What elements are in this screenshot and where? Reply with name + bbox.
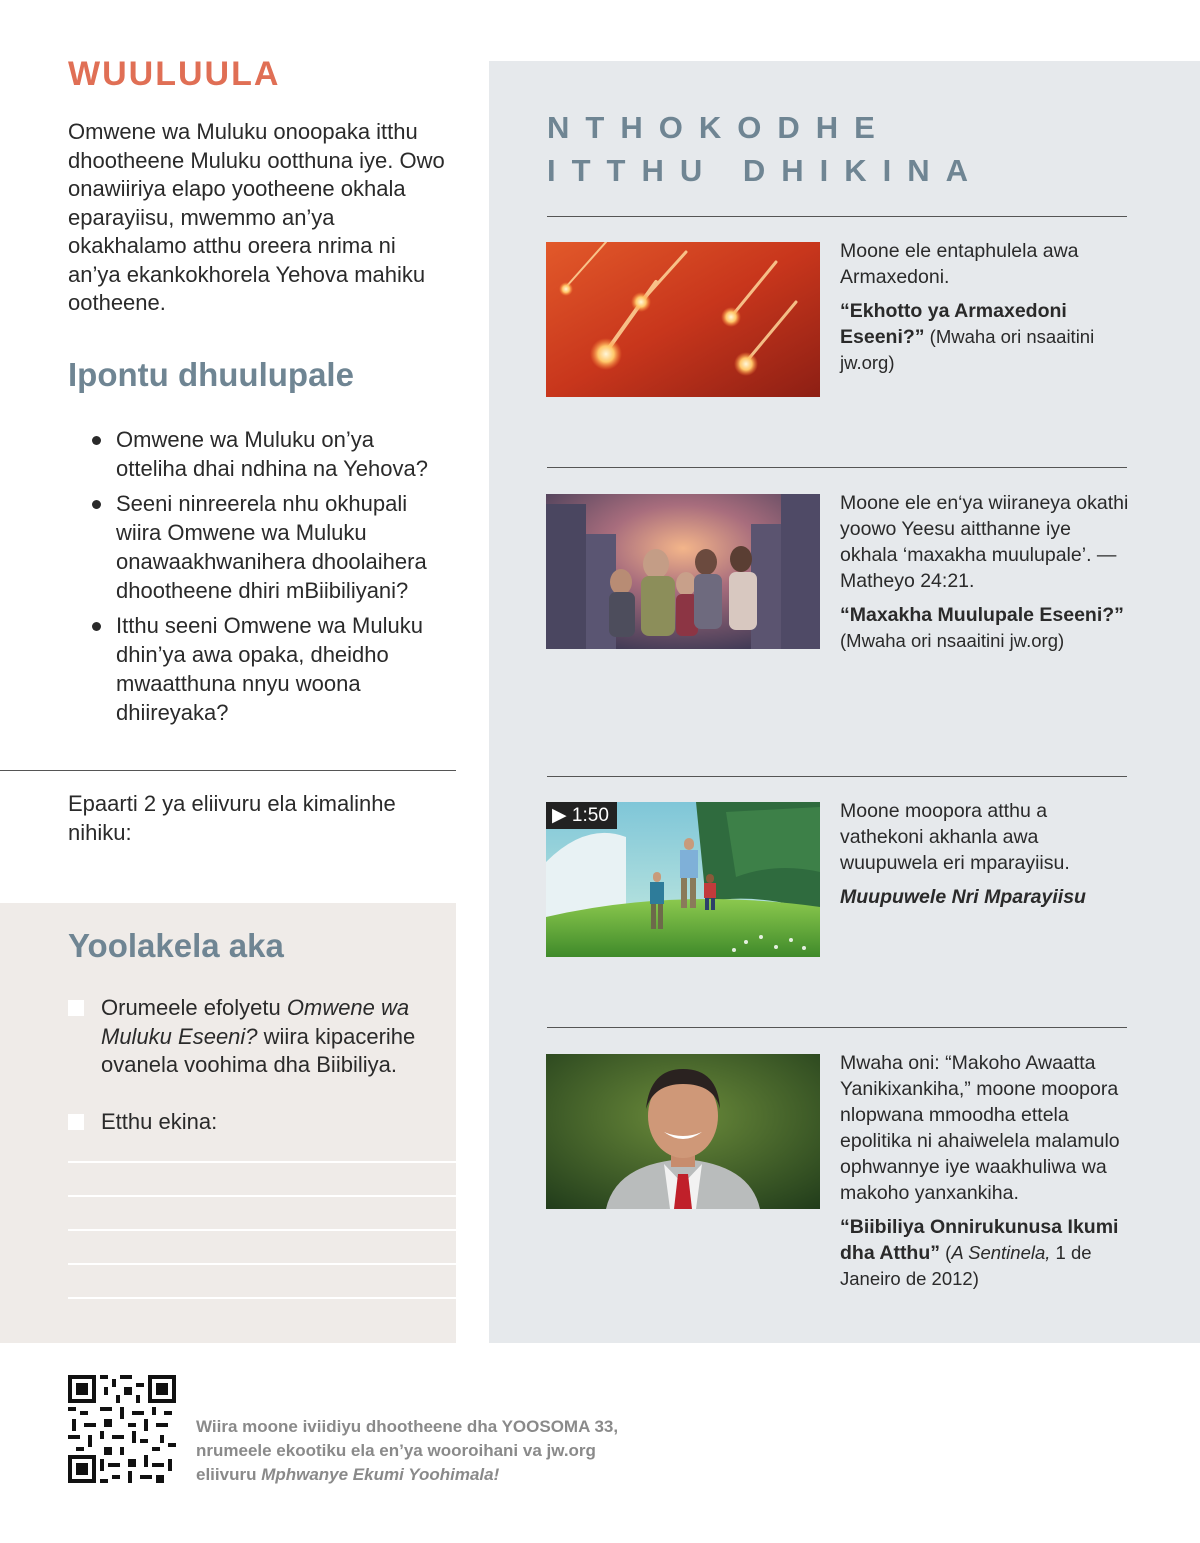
bullet-icon <box>92 622 101 631</box>
goal-text: wiira kipacerihe ovanela voohima dha Biibiliya. <box>101 1023 416 1077</box>
divider <box>0 770 456 771</box>
goal-text: Etthu ekina: <box>101 1109 218 1134</box>
video-duration-badge <box>546 802 617 829</box>
summary-text: Omwene wa Muluku onoopaka itthu dhootheene Muluku ootthuna iye. Owo onawiiriya elapo yootheene okhala eparayiisu, mwemmo an’ya okakhalamo atthu oreera nrima ni an’ya ekankokhorela Yehova mahiku ootheene. <box>68 119 445 315</box>
divider <box>547 776 1127 777</box>
completed-date-label: Epaarti 2 ya eliivuru ela kimalinhe nihiku: <box>68 791 396 845</box>
explore-item-paradise <box>840 798 1130 918</box>
goal-item-pamphlet <box>68 994 448 1080</box>
goal-checkbox[interactable] <box>68 1114 84 1130</box>
summary-heading: WUULUULA <box>68 55 281 93</box>
video-duration: 1:50 <box>571 805 609 826</box>
family-disaster-image[interactable] <box>546 494 820 649</box>
meteors-image[interactable] <box>546 242 820 397</box>
article-link[interactable]: “Ekhotto ya Armaxedoni Eseeni?” <box>840 300 1067 348</box>
divider <box>547 216 1127 217</box>
explore-item-desc: Moone ele entaphulela awa Armaxedoni. <box>840 240 1079 288</box>
explore-heading-line: ITTHU DHIKINA <box>547 153 985 188</box>
explore-item-desc: Moone ele en‘ya wiiraneya okathi yoowo Yeesu aitthanne iye okhala ‘maxakha muulupale’. —Matheyo 24:21. <box>840 492 1129 592</box>
write-line[interactable] <box>68 1263 456 1265</box>
goal-text-italic: Omwene wa Muluku Eseeni? <box>101 995 410 1049</box>
review-item-text: Omwene wa Muluku on’ya otteliha dhai ndhina na Yehova? <box>116 427 428 481</box>
article-link[interactable]: “Maxakha Muulupale Eseeni?” <box>840 604 1124 626</box>
article-link[interactable]: “Biibiliya Onnirukunusa Ikumi dha Atthu” <box>840 1216 1119 1264</box>
explore-heading-line: NTHOKODHE <box>547 110 891 145</box>
goal-item-other <box>68 1108 448 1137</box>
review-heading: Ipontu dhuulupale <box>68 356 354 393</box>
goal-text: Orumeele efolyetu <box>101 995 287 1020</box>
review-item-text: Itthu seeni Omwene wa Muluku dhin’ya awa opaka, dheidho mwaatthuna nnyu woona dhiireyaka? <box>116 613 423 725</box>
article-source: (Mwaha ori nsaaitini jw.org) <box>840 630 1065 651</box>
play-icon: ▶ <box>552 805 567 826</box>
explore-item-desc: Moone moopora atthu a vathekoni akhanla awa wuupuwela eri mparayiisu. <box>840 800 1070 874</box>
review-item-text: Seeni ninreerela nhu okhupali wiira Omwene wa Muluku onawaakhwanihera dhoolaihera dhootheene dhiri mBiibiliyani? <box>116 491 427 603</box>
footer-text: Wiira moone iviidiyu dhootheene dha YOOSOMA 33, nrumeele ekootiku ela en’ya wooroihani va jw.org eliivuru Mphwanye Ekumi Yoohimala! <box>196 1417 619 1484</box>
explore-heading <box>547 106 984 192</box>
explore-item-desc: Mwaha oni: “Makoho Awaatta Yanikixankiha,” moone moopora nlopwana mmoodha ettela epolitika ni ahaiwelela malamulo ophwannye iye waakhuliwa wa makoho yanxankiha. <box>840 1052 1120 1204</box>
bullet-icon <box>92 500 101 509</box>
explore-item-armageddon <box>840 238 1130 384</box>
article-source: (A Sentinela, 1 de Janeiro de 2012) <box>840 1242 1092 1289</box>
write-line[interactable] <box>68 1161 456 1163</box>
review-list <box>68 425 448 733</box>
man-portrait-image[interactable] <box>546 1054 820 1209</box>
write-line[interactable] <box>68 1229 456 1231</box>
goal-checkbox[interactable] <box>68 1000 84 1016</box>
write-line[interactable] <box>68 1195 456 1197</box>
divider <box>547 1027 1127 1028</box>
review-item <box>68 425 448 483</box>
bullet-icon <box>92 436 101 445</box>
review-item <box>68 489 448 605</box>
qr-code-icon[interactable] <box>68 1375 176 1483</box>
explore-item-life-changed <box>840 1050 1130 1300</box>
goals-heading: Yoolakela aka <box>68 927 284 964</box>
explore-item-tribulation <box>840 490 1130 662</box>
divider <box>547 467 1127 468</box>
video-link[interactable]: Muupuwele Nri Mparayiisu <box>840 886 1086 908</box>
review-item <box>68 611 448 727</box>
article-source: (Mwaha ori nsaaitini jw.org) <box>840 326 1095 373</box>
paradise-video-thumbnail[interactable] <box>546 802 820 957</box>
write-line[interactable] <box>68 1297 456 1299</box>
